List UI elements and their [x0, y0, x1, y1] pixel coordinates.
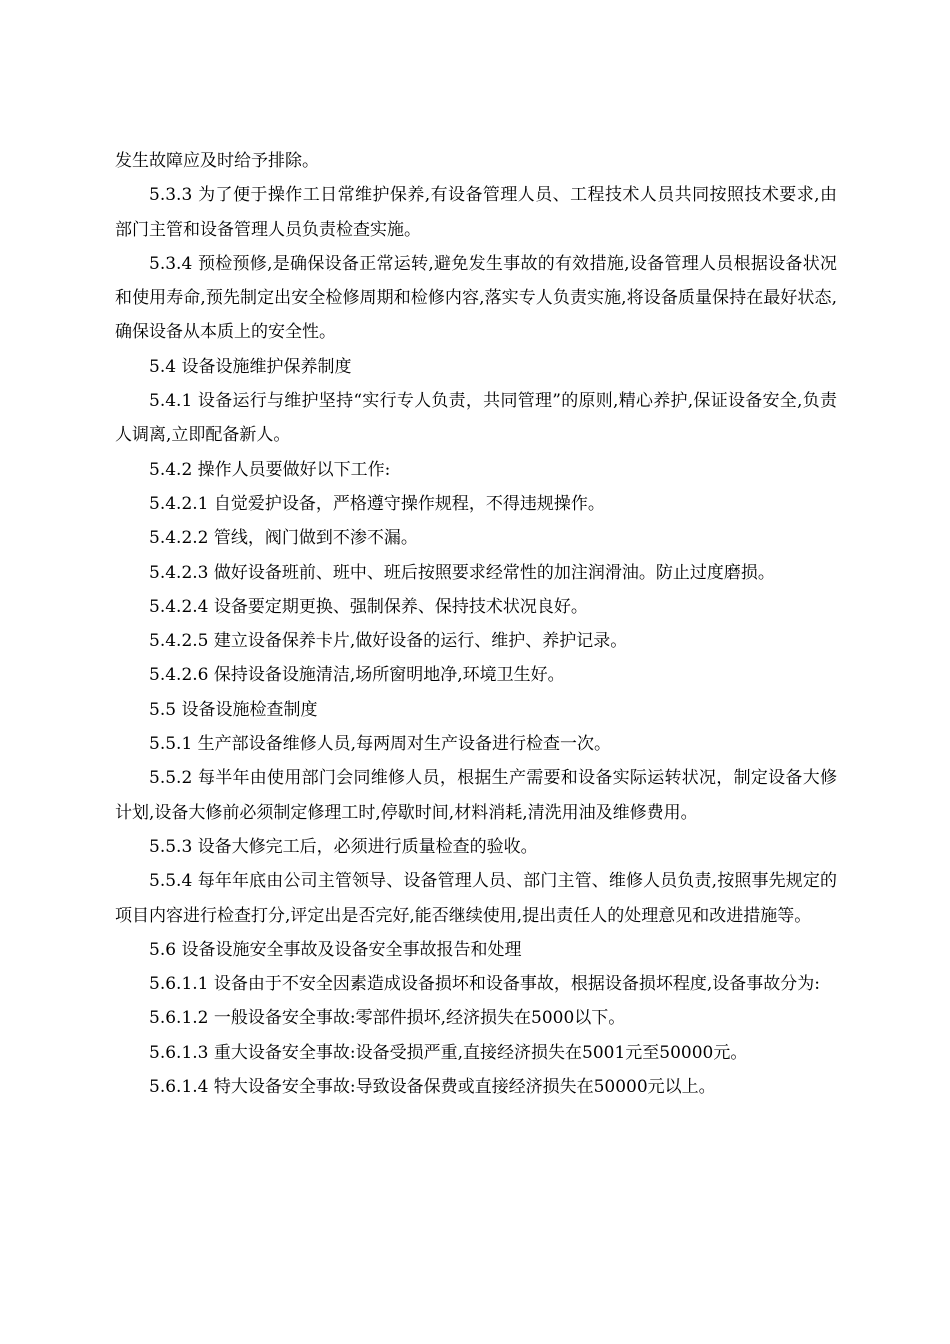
paragraph-5-4-2-1: 5.4.2.1 自觉爱护设备，严格遵守操作规程，不得违规操作。	[149, 493, 605, 514]
paragraph-5-6-1-4: 5.6.1.4 特大设备安全事故:导致设备保费或直接经济损失在50000元以上。	[149, 1077, 716, 1098]
paragraph-5-5-3: 5.5.3 设备大修完工后，必须进行质量检查的验收。	[149, 836, 538, 857]
paragraph-5-4-2-2: 5.4.2.2 管线，阀门做到不渗不漏。	[149, 528, 418, 549]
paragraph-5-6-1-3: 5.6.1.3 重大设备安全事故:设备受损严重,直接经济损失在5001元至50000元。	[149, 1042, 748, 1063]
paragraph-5-6-1-1: 5.6.1.1 设备由于不安全因素造成设备损坏和设备事故，根据设备损坏程度,设备事故分为:	[149, 974, 821, 995]
paragraph-continuation: 发生故障应及时给予排除。	[115, 151, 319, 171]
document-body	[115, 144, 837, 1104]
paragraph-5-4-1: 5.4.1 设备运行与维护坚持“实行专人负责，共同管理”的原则,精心养护,保证设备安全,负责人调离,立即配备新人。	[115, 391, 837, 446]
paragraph-5-4-2-3: 5.4.2.3 做好设备班前、班中、班后按照要求经常性的加注润滑油。防止过度磨损。	[149, 562, 775, 583]
paragraph-5-5-4: 5.5.4 每年年底由公司主管领导、设备管理人员、部门主管、维修人员负责,按照事先规定的项目内容进行检查打分,评定出是否完好,能否继续使用,提出责任人的处理意见和改进措施等。	[115, 871, 837, 926]
section-heading-5-5: 5.5 设备设施检查制度	[149, 699, 318, 720]
paragraph-5-3-3: 5.3.3 为了便于操作工日常维护保养,有设备管理人员、工程技术人员共同按照技术要求,由部门主管和设备管理人员负责检查实施。	[115, 185, 837, 240]
paragraph-5-4-2-4: 5.4.2.4 设备要定期更换、强制保养、保持技术状况良好。	[149, 596, 588, 617]
section-heading-5-6: 5.6 设备设施安全事故及设备安全事故报告和处理	[149, 939, 522, 960]
paragraph-5-3-4: 5.3.4 预检预修,是确保设备正常运转,避免发生事故的有效措施,设备管理人员根据设备状况和使用寿命,预先制定出安全检修周期和检修内容,落实专人负责实施,将设备质量保持在最好状态,确保设备从本质上的安全性。	[115, 253, 837, 343]
paragraph-5-4-2: 5.4.2 操作人员要做好以下工作:	[149, 459, 391, 480]
paragraph-5-4-2-5: 5.4.2.5 建立设备保养卡片,做好设备的运行、维护、养护记录。	[149, 631, 628, 652]
paragraph-5-5-1: 5.5.1 生产部设备维修人员,每两周对生产设备进行检查一次。	[149, 734, 612, 755]
paragraph-5-4-2-6: 5.4.2.6 保持设备设施清洁,场所窗明地净,环境卫生好。	[149, 665, 565, 686]
paragraph-5-6-1-2: 5.6.1.2 一般设备安全事故:零部件损坏,经济损失在5000以下。	[149, 1008, 626, 1029]
section-heading-5-4: 5.4 设备设施维护保养制度	[149, 356, 352, 377]
paragraph-5-5-2: 5.5.2 每半年由使用部门会同维修人员，根据生产需要和设备实际运转状况，制定设备大修计划,设备大修前必须制定修理工时,停歇时间,材料消耗,清洗用油及维修费用。	[115, 768, 837, 823]
